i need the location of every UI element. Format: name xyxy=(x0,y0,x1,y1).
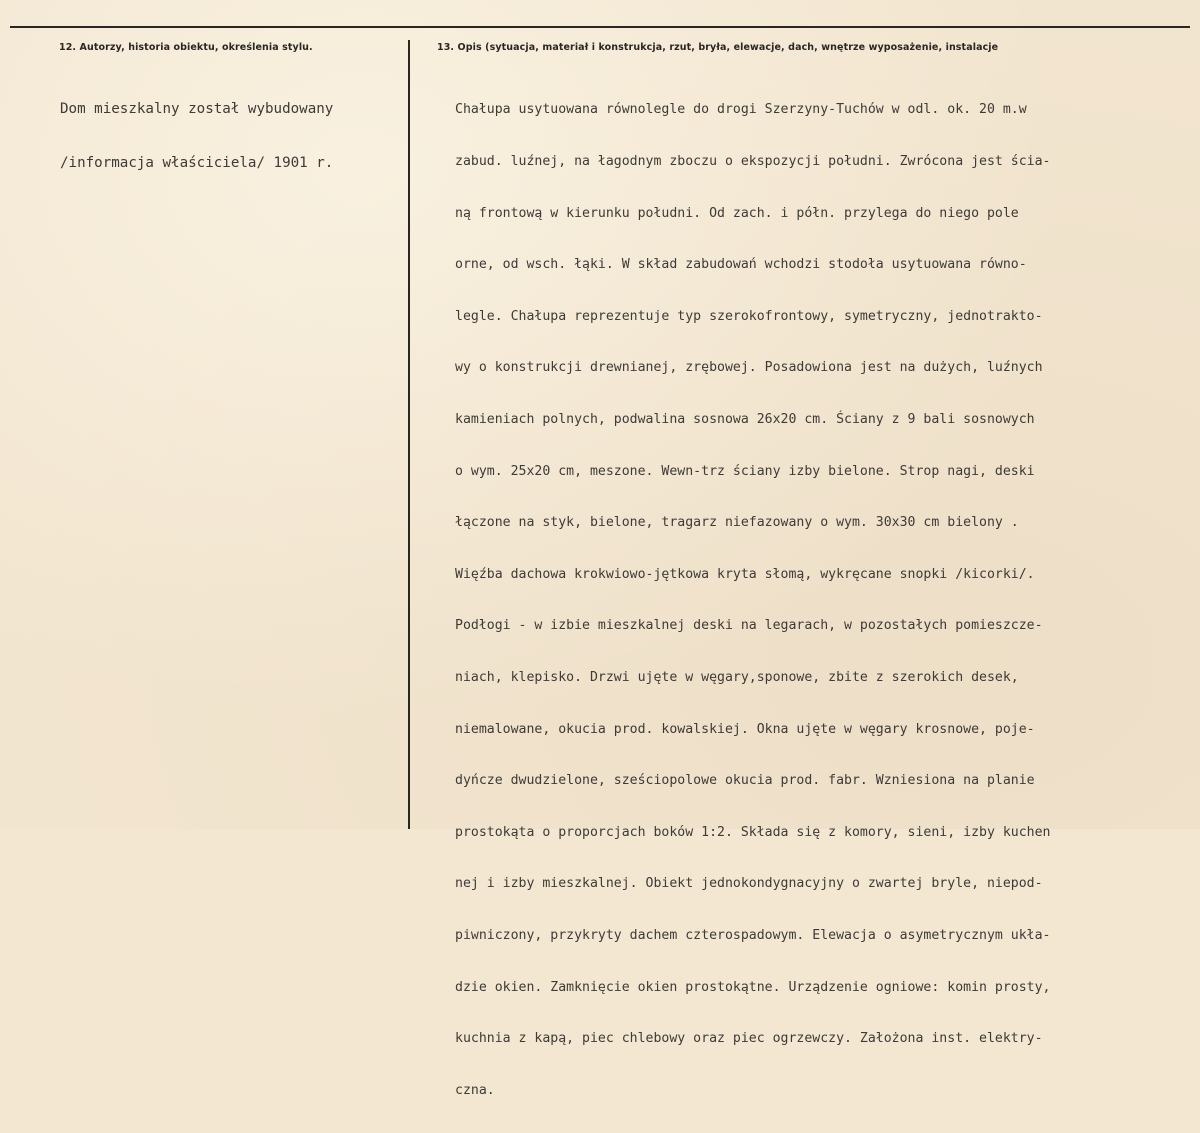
text-line: zabud. luźnej, na łagodnym zboczu o ekspozycji południ. Zwrócona jest ścia- xyxy=(455,154,1051,169)
text-line: piwniczony, przykryty dachem czterospadowym. Elewacja o asymetrycznym ukła- xyxy=(455,927,1051,943)
text-line: Dom mieszkalny został wybudowany xyxy=(60,101,334,117)
text-line: kamieniach polnych, podwalina sosnowa 26x20 cm. Ściany z 9 bali sosnowych xyxy=(455,411,1035,427)
text-line: orne, od wsch. łąki. W skład zabudowań wchodzi stodoła usytuowana równo- xyxy=(455,257,1027,273)
text-line: łączone na styk, bielone, tragarz niefazowany o wym. 30x30 cm bielony . xyxy=(455,515,1019,531)
text-line: Więźba dachowa krokwiowo-jętkowa kryta słomą, wykręcane snopki /kicorki/. xyxy=(455,566,1035,582)
column-divider xyxy=(408,40,410,829)
text-line: o wym. 25x20 cm, meszone. Wewn-trz ściany izby bielone. Strop nagi, deski xyxy=(455,463,1035,479)
description-heading: 13. Opis (sytuacja, materiał i konstrukcja, rzut, bryła, elewacje, dach, wnętrze wyposażenie, instalacje xyxy=(437,42,999,53)
description-text xyxy=(455,67,1050,1133)
text-line: czna. xyxy=(455,1082,495,1098)
text-line: /informacja właściciela/ 1901 r. xyxy=(60,155,334,171)
text-line: wy o konstrukcji drewnianej, zrębowej. Posadowiona jest na dużych, luźnych xyxy=(455,360,1043,376)
text-line: niach, klepisko. Drzwi ujęte w węgary,sponowe, zbite z szerokich desek, xyxy=(455,669,1019,685)
text-line: kuchnia z kapą, piec chlebowy oraz piec ogrzewczy. Założona inst. elektry- xyxy=(455,1031,1043,1047)
text-line: legle. Chałupa reprezentuje typ szerokofrontowy, symetryczny, jednotrakto- xyxy=(455,308,1043,324)
text-line: dyńcze dwudzielone, sześciopolowe okucia prod. fabr. Wzniesiona na planie xyxy=(455,773,1035,789)
text-line: Podłogi - w izbie mieszkalnej deski na legarach, w pozostałych pomieszcze- xyxy=(455,618,1043,634)
text-line: Chałupa usytuowana równolegle do drogi Szerzyny-Tuchów w odl. ok. 20 m.w xyxy=(455,102,1027,118)
text-line: prostokąta o proporcjach boków 1:2. Składa się z komory, sieni, izby kuchen xyxy=(455,824,1051,840)
text-line: dzie okien. Zamknięcie okien prostokątne. Urządzenie ogniowe: komin prosty, xyxy=(455,979,1051,995)
authors-history-text xyxy=(60,64,333,208)
text-line: niemalowane, okucia prod. kowalskiej. Okna ujęte w węgary krosnowe, poje- xyxy=(455,721,1035,737)
authors-history-heading: 12. Autorzy, historia obiektu, określenia stylu. xyxy=(59,42,313,53)
text-line: ną frontową w kierunku południ. Od zach. i półn. przylega do niego pole xyxy=(455,205,1019,221)
top-rule xyxy=(10,26,1190,28)
text-line: nej i izby mieszkalnej. Obiekt jednokondygnacyjny o zwartej bryle, niepod- xyxy=(455,876,1043,892)
